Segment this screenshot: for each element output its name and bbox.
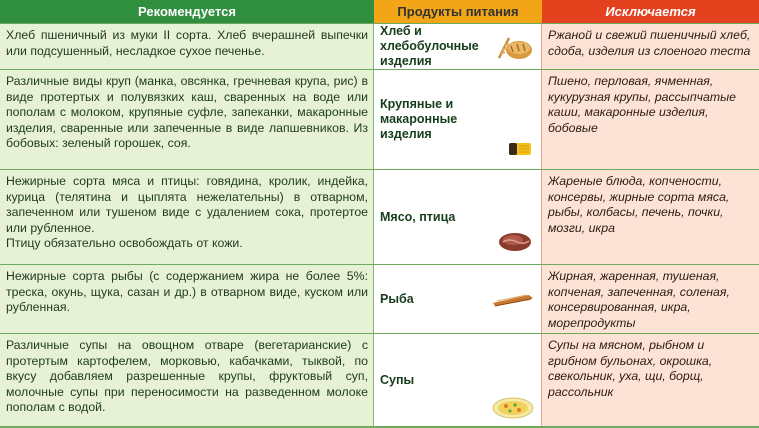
meat-icon <box>495 228 535 254</box>
soup-icon <box>491 394 535 420</box>
fish-icon <box>491 289 535 311</box>
product-cell <box>374 170 542 264</box>
recommended-cell: Нежирные сорта мяса и птицы: говядина, кролик, индейка, курица (телятина и цыплята нежелательны) в отварном, запеченном или тушеном виде с удалением сока, протертое или рубленное. Птицу обязательно освобождать от кожи. <box>0 170 374 264</box>
bread-icon <box>495 30 535 64</box>
table-row <box>0 169 759 264</box>
product-label: Хлеб и хлебобулочные изделия <box>380 24 479 68</box>
table-row <box>0 23 759 69</box>
excluded-cell: Жареные блюда, копчености, консервы, жирные сорта мяса, рыбы, колбасы, печень, почки, мозги, икра <box>542 170 759 264</box>
table-row <box>0 69 759 169</box>
recommended-cell: Нежирные сорта рыбы (с содержанием жира не более 5%: треска, окунь, щука, сазан и др.) в отварном виде, куском или рубленная. <box>0 265 374 333</box>
product-cell <box>374 265 542 333</box>
excluded-cell: Пшено, перловая, ячменная, кукурузная крупы, рассыпчатые каши, макаронные изделия, бобовые <box>542 70 759 169</box>
product-label: Рыба <box>380 291 414 306</box>
table-row <box>0 264 759 333</box>
product-label: Мясо, птица <box>380 209 456 224</box>
recommended-cell: Хлеб пшеничный из муки II сорта. Хлеб вчерашней выпечки или подсушенный, несладкое сухое печенье. <box>0 24 374 69</box>
product-cell <box>374 334 542 426</box>
excluded-cell: Супы на мясном, рыбном и грибном бульонах, окрошка, свекольник, уха, щи, борщ, рассольник <box>542 334 759 426</box>
product-cell <box>374 70 542 169</box>
product-cell <box>374 24 542 69</box>
header-products: Продукты питания <box>374 0 542 23</box>
header-recommended: Рекомендуется <box>0 0 374 23</box>
product-label: Крупяные и макаронные изделия <box>380 97 458 141</box>
recommended-cell: Различные супы на овощном отваре (вегетарианские) с протертым картофелем, морковью, кабачками, тыквой, по вкусу добавляем разрешенные крупы, фруктовый суп, молочные супы при переносимости на разведенном молоке пополам с водой. <box>0 334 374 426</box>
table-row <box>0 333 759 428</box>
header-excluded: Исключается <box>542 0 759 23</box>
recommended-cell: Различные виды круп (манка, овсянка, гречневая крупа, рис) в виде протертых и полувязких каш, сваренных на воде или пополам с молоком, крупяные суфле, запеканки, макаронные изделия, сваренные или запеченные в виде лапшевников. Из бобовых: зеленый горошек, соя. <box>0 70 374 169</box>
excluded-cell: Жирная, жаренная, тушеная, копченая, запеченная, соленая, консервированная, икра, морепродукты <box>542 265 759 333</box>
cereal-icon <box>505 137 535 159</box>
excluded-cell: Ржаной и свежий пшеничный хлеб, сдоба, изделия из слоеного теста <box>542 24 759 69</box>
product-label: Супы <box>380 372 415 387</box>
